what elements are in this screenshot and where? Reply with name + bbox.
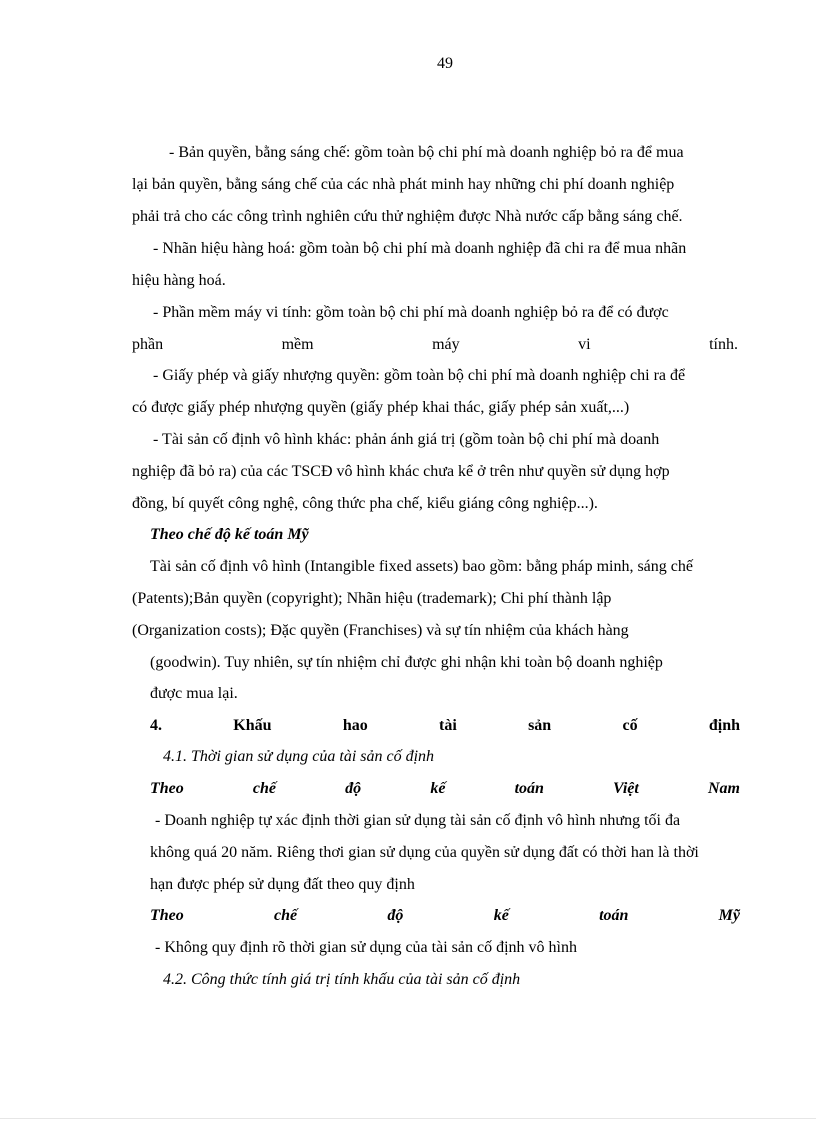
word: 4. [150, 717, 162, 734]
page-number-text: 49 [437, 55, 453, 72]
paragraph-line: có được giấy phép nhượng quyền (giấy phép khai thác, giấy phép sản xuất,...) [132, 399, 630, 416]
word: hao [342, 717, 368, 734]
paragraph-line: - Doanh nghiệp tự xác định thời gian sử dụng tài sản cố định vô hình nhưng tối đa [155, 812, 681, 829]
word: kế [430, 780, 446, 797]
paragraph-line: - Không quy định rõ thời gian sử dụng của tài sản cố định vô hình [155, 939, 577, 956]
word: Khấu [233, 717, 272, 734]
paragraph-line: được mua lại. [150, 685, 238, 702]
word: kế [493, 907, 509, 924]
paragraph-line: - Phần mềm máy vi tính: gồm toàn bộ chi phí mà doanh nghiệp bỏ ra để có được [153, 304, 669, 321]
paragraph-line: Tài sản cố định vô hình (Intangible fixed assets) bao gồm: bằng pháp minh, sáng chế [150, 558, 693, 575]
word: toán [599, 907, 629, 924]
word: máy [432, 336, 460, 353]
word: Theo [150, 780, 184, 797]
word: Theo [150, 907, 184, 924]
paragraph-line: hiệu hàng hoá. [132, 272, 226, 289]
word: cố [622, 717, 638, 734]
paragraph-line: - Tài sản cố định vô hình khác: phản ánh giá trị (gồm toàn bộ chi phí mà doanh [153, 431, 660, 448]
word: sản [528, 717, 552, 734]
word: độ [345, 780, 362, 797]
word: tính. [709, 336, 738, 353]
word: chế [274, 907, 298, 924]
paragraph-line: - Nhãn hiệu hàng hoá: gồm toàn bộ chi phí mà doanh nghiệp đã chi ra để mua nhãn [153, 240, 687, 257]
word: toán [514, 780, 544, 797]
paragraph-line: (Organization costs); Đặc quyền (Franchises) và sự tín nhiệm của khách hàng [132, 622, 629, 639]
word: vi [578, 336, 591, 353]
paragraph-line: - Bản quyền, bằng sáng chế: gồm toàn bộ chi phí mà doanh nghiệp bỏ ra để mua [169, 144, 684, 161]
paragraph-line: đồng, bí quyết công nghệ, công thức pha chế, kiểu giáng công nghiệp...). [132, 495, 598, 512]
word: chế [252, 780, 277, 797]
paragraph-line: không quá 20 năm. Riêng thơi gian sử dụng của quyền sử dụng đất có thời han là thời [150, 844, 699, 861]
word: độ [387, 907, 404, 924]
word: phần [132, 336, 164, 353]
page-bottom-edge [0, 1118, 816, 1119]
section-heading-us [150, 906, 740, 926]
word: Việt [613, 780, 639, 797]
section-4-heading [150, 716, 740, 736]
subsection-heading: 4.2. Công thức tính giá trị tính khấu của tài sản cố định [163, 971, 521, 988]
word: tài [439, 717, 457, 734]
word: Nam [707, 780, 740, 797]
word: mềm [281, 336, 314, 353]
justified-line [132, 335, 738, 355]
paragraph-line: nghiệp đã bỏ ra) của các TSCĐ vô hình khác chưa kể ở trên như quyền sử dụng hợp [132, 463, 670, 480]
paragraph-line: - Giấy phép và giấy nhượng quyền: gồm toàn bộ chi phí mà doanh nghiệp chi ra để [153, 367, 686, 384]
paragraph-line: (goodwin). Tuy nhiên, sự tín nhiệm chỉ được ghi nhận khi toàn bộ doanh nghiệp [150, 654, 663, 671]
paragraph-line: phải trả cho các công trình nghiên cứu thử nghiệm được Nhà nước cấp bằng sáng chế. [132, 208, 683, 225]
paragraph-line: (Patents);Bản quyền (copyright); Nhãn hiệu (trademark); Chi phí thành lập [132, 590, 612, 607]
page-number [0, 54, 816, 74]
section-heading-vn [150, 779, 740, 799]
paragraph-line: hạn được phép sử dụng đất theo quy định [150, 876, 415, 893]
subsection-heading: 4.1. Thời gian sử dụng của tài sản cố định [163, 748, 435, 765]
section-heading: Theo chế độ kế toán Mỹ [150, 526, 309, 543]
paragraph-line: lại bản quyền, bằng sáng chế của các nhà phát minh hay những chi phí doanh nghiệp [132, 176, 675, 193]
word: định [708, 717, 740, 734]
word: Mỹ [718, 907, 740, 924]
